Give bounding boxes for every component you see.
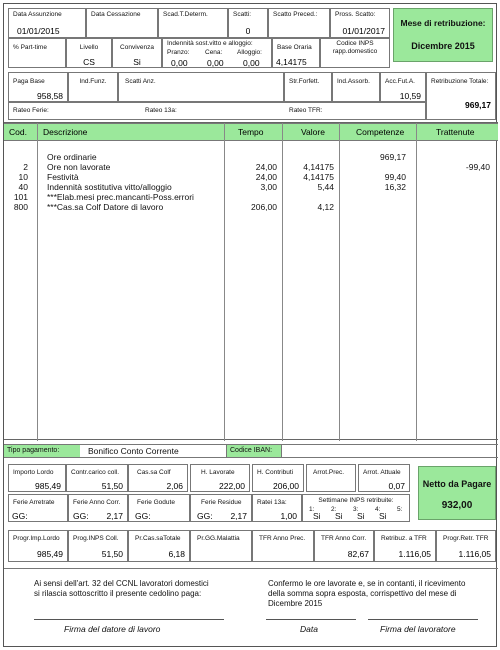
scad-determ-box [158, 8, 228, 38]
base-oraria-value: 4,14175 [276, 57, 307, 67]
table-row [4, 192, 498, 202]
cena-label: Cena: [205, 49, 223, 56]
firma-lavoratore-label: Firma del lavoratore [380, 624, 456, 634]
scatto-preced-label: Scatto Preced.: [273, 11, 318, 18]
footer-right-text-2: della somma sopra esposta, corrispettivo del mese di [268, 589, 457, 598]
data-label: Data [300, 624, 318, 634]
cell-descrizione: ***Elab.mesi prec.mancanti-Poss.errori [47, 192, 194, 202]
convivenza-value: Si [133, 57, 141, 67]
pr-gg-malattia-label: Pr.GG.Malattia [197, 535, 240, 542]
netto-pagare-label: Netto da Pagare [422, 479, 492, 489]
scatti-value: 0 [245, 26, 251, 36]
cena-value: 0,00 [207, 58, 224, 68]
arrot-attuale-box [358, 464, 410, 492]
paga-base-value: 958,58 [37, 91, 63, 101]
convivenza-box [112, 38, 162, 68]
progr-retr-tfr-value: 1.116,05 [458, 549, 491, 559]
netto-pagare-box [418, 466, 496, 520]
pr-cassa-label: Pr.Cas.saTotale [135, 535, 181, 542]
prog-inps-box [68, 530, 128, 562]
tfr-anno-corr-value: 82,67 [347, 549, 369, 559]
payslip-sheet [3, 3, 497, 647]
codice-iban-label-box [226, 445, 282, 457]
cell-valore: 5,44 [317, 182, 334, 192]
pross-scatto-value: 01/01/2017 [342, 26, 385, 36]
mese-retribuzione-label: Mese di retribuzione: [400, 18, 486, 28]
ratei-13a-label: Ratei 13a: [257, 499, 287, 506]
firma-datore-label: Firma del datore di lavoro [64, 624, 161, 634]
h-contributi-label: H. Contributi [257, 469, 294, 476]
settimana-4-num: 4: [375, 506, 381, 513]
ferie-godute-box [128, 494, 190, 522]
ferie-anno-corr-box [68, 494, 128, 522]
cell-competenze: 99,40 [384, 172, 406, 182]
arrot-attuale-label: Arrot. Attuale [363, 469, 401, 476]
livello-label: Livello [79, 44, 99, 51]
ind-assorb-box [332, 72, 380, 102]
data-cessazione-box [86, 8, 158, 38]
arrot-prec-label: Arrot.Prec. [313, 469, 345, 476]
codice-inps-label: Codice INPS [336, 40, 374, 47]
progr-retr-tfr-label: Progr.Retr. TFR [443, 535, 489, 542]
rateo-13a-label: Rateo 13a: [145, 107, 177, 114]
table-row [4, 172, 498, 182]
acc-fut-label: Acc.Fut.A. [385, 78, 415, 85]
cell-cod: 40 [18, 182, 28, 192]
data-assunzione-value: 01/01/2015 [17, 26, 60, 36]
indennita-label: Indennità sost.vitto e alloggio: [167, 40, 253, 47]
table-row [4, 152, 498, 162]
h-lavorate-label: H. Lavorate [201, 469, 235, 476]
ferie-godute-gg: GG: [135, 511, 151, 521]
paga-base-box [8, 72, 68, 102]
acc-fut-value: 10,59 [399, 91, 421, 101]
importo-lordo-box [8, 464, 66, 492]
settimana-1-value: Si [313, 511, 321, 521]
cell-descrizione: Ore non lavorate [47, 162, 111, 172]
items-table [4, 122, 498, 440]
ferie-arretrate-gg: GG: [12, 511, 28, 521]
mese-retribuzione-value: Dicembre 2015 [411, 41, 475, 51]
settimana-1-num: 1: [309, 506, 315, 513]
table-row [4, 162, 498, 172]
col-valore-header: Valore [301, 127, 325, 137]
cassa-colf-value: 2,06 [166, 481, 183, 491]
ratei-13a-box [252, 494, 302, 522]
ind-funz-box [68, 72, 118, 102]
indennita-box [162, 38, 272, 68]
arrot-prec-box [306, 464, 356, 492]
importo-lordo-value: 985,49 [35, 481, 61, 491]
codice-inps-sub: rapp.domestico [332, 48, 378, 55]
pr-cassa-box [128, 530, 190, 562]
cell-competenze: 969,17 [380, 152, 406, 162]
arrot-attuale-value: 0,07 [388, 481, 405, 491]
ferie-residue-label: Ferie Residue [201, 499, 242, 506]
tfr-anno-prec-label: TFR Anno Prec. [259, 535, 306, 542]
settimane-inps-label: Settimane INPS retribuite: [318, 497, 394, 504]
footer-right-text-3: Dicembre 2015 [268, 599, 323, 608]
settimana-2-value: Si [335, 511, 343, 521]
ferie-anno-corr-value: 2,17 [106, 511, 123, 521]
livello-value: CS [83, 57, 95, 67]
signature-line-datore [34, 619, 224, 620]
col-competenze-header: Competenze [356, 127, 405, 137]
scatti-anz-box [118, 72, 284, 102]
convivenza-label: Convivenza [120, 44, 154, 51]
cell-tempo: 24,00 [255, 172, 277, 182]
rateo-ferie-label: Rateo Ferie: [13, 107, 49, 114]
payment-bar [4, 444, 498, 458]
tfr-anno-corr-box [314, 530, 374, 562]
data-cessazione-label: Data Cessazione [91, 11, 141, 18]
settimana-3-num: 3: [353, 506, 359, 513]
ind-assorb-label: Ind.Assorb. [337, 78, 370, 85]
settimana-2-num: 2: [331, 506, 337, 513]
scad-determ-label: Scad.T.Determ. [163, 11, 208, 18]
cassa-colf-box [128, 464, 188, 492]
ratei-row [8, 102, 426, 120]
ferie-anno-corr-label: Ferie Anno Corr. [73, 499, 121, 506]
progr-imp-lordo-box [8, 530, 68, 562]
ind-funz-label: Ind.Funz. [79, 78, 107, 85]
base-oraria-label: Base Oraria [277, 44, 312, 51]
prog-inps-value: 51,50 [101, 549, 123, 559]
str-forfett-label: Str.Forfett. [289, 78, 320, 85]
prog-inps-label: Prog.INPS Coll. [73, 535, 119, 542]
part-time-box [8, 38, 66, 68]
paga-base-label: Paga Base [13, 78, 45, 85]
col-cod-header: Cod. [9, 127, 27, 137]
part-time-label: % Part-time [13, 44, 47, 51]
ferie-residue-box [190, 494, 252, 522]
settimana-4-value: Si [379, 511, 387, 521]
alloggio-label: Alloggio: [237, 49, 262, 56]
netto-pagare-value: 932,00 [441, 500, 473, 511]
retribuzione-totale-label: Retribuzione Totale: [431, 78, 489, 85]
table-row [4, 202, 498, 212]
h-lavorate-value: 222,00 [219, 481, 245, 491]
cell-tempo: 24,00 [255, 162, 277, 172]
cell-cod: 10 [18, 172, 28, 182]
retribuz-tfr-value: 1.116,05 [398, 549, 431, 559]
settimana-5-num: 5: [397, 506, 403, 513]
cassa-colf-label: Cas.sa Colf [137, 469, 171, 476]
cell-valore: 4,14175 [303, 162, 334, 172]
tipo-pagamento-label-box [4, 445, 80, 457]
importo-lordo-label: Importo Lordo [13, 469, 54, 476]
table-body [4, 152, 498, 222]
col-tempo-header: Tempo [238, 127, 264, 137]
contr-carico-label: Contr.carico coll. [71, 469, 120, 476]
footer-right-text-1: Confermo le ore lavorate e, se in contanti, il ricevimento [268, 579, 466, 588]
retribuzione-totale-value: 969,17 [465, 100, 491, 110]
cell-tempo: 3,00 [260, 182, 277, 192]
pross-scatto-label: Pross. Scatto: [335, 11, 376, 18]
cell-cod: 2 [23, 162, 28, 172]
h-lavorate-box [190, 464, 250, 492]
rateo-tfr-label: Rateo TFR: [289, 107, 323, 114]
cell-trattenute: -99,40 [465, 162, 490, 172]
cell-valore: 4,14175 [303, 172, 334, 182]
ferie-godute-label: Ferie Godute [137, 499, 175, 506]
mese-retribuzione-box [393, 8, 493, 62]
pranzo-value: 0,00 [171, 58, 188, 68]
scatto-preced-box [268, 8, 330, 38]
retribuz-tfr-label: Retribuz. a TFR [381, 535, 427, 542]
ratei-13a-value: 1,00 [280, 511, 297, 521]
base-oraria-box [272, 38, 320, 68]
settimana-3-value: Si [357, 511, 365, 521]
pr-cassa-value: 6,18 [168, 549, 185, 559]
col-descrizione-header: Descrizione [43, 127, 88, 137]
alloggio-value: 0,00 [243, 58, 260, 68]
cell-competenze: 16,32 [384, 182, 406, 192]
ferie-arretrate-box [8, 494, 68, 522]
h-contributi-box [252, 464, 304, 492]
retribuzione-totale-box [426, 72, 496, 120]
progr-retr-tfr-box [436, 530, 496, 562]
cell-cod: 101 [13, 192, 28, 202]
ferie-residue-gg: GG: [197, 511, 213, 521]
pross-scatto-box [330, 8, 390, 38]
codice-inps-box [320, 38, 390, 68]
cell-valore: 4,12 [317, 202, 334, 212]
cell-descrizione: Festività [47, 172, 79, 182]
cell-descrizione: ***Cas.sa Colf Datore di lavoro [47, 202, 164, 212]
cell-descrizione: Indennità sostitutiva vitto/alloggio [47, 182, 172, 192]
scatti-anz-label: Scatti Anz. [125, 78, 156, 85]
scatti-label: Scatti: [233, 11, 252, 18]
table-header [4, 123, 498, 141]
cell-descrizione: Ore ordinarie [47, 152, 97, 162]
codice-iban-label: Codice IBAN: [230, 447, 273, 454]
pranzo-label: Pranzo: [167, 49, 190, 56]
tfr-anno-prec-box [252, 530, 314, 562]
footer-left-text-1: Ai sensi dell'art. 32 del CCNL lavoratori domestici [34, 579, 209, 588]
data-assunzione-box [8, 8, 86, 38]
ferie-residue-value: 2,17 [230, 511, 247, 521]
signature-line-lavoratore [368, 619, 478, 620]
tipo-pagamento-value: Bonifico Conto Corrente [88, 446, 179, 456]
data-assunzione-label: Data Assunzione [13, 11, 62, 18]
footer [4, 568, 498, 648]
table-row [4, 182, 498, 192]
scatti-box [228, 8, 268, 38]
footer-left-text-2: si rilascia sottoscritto il presente cedolino paga: [34, 589, 202, 598]
contr-carico-box [66, 464, 128, 492]
settimane-inps-box [302, 494, 410, 522]
signature-line-data [266, 619, 356, 620]
cell-tempo: 206,00 [251, 202, 277, 212]
pr-gg-malattia-box [190, 530, 252, 562]
str-forfett-box [284, 72, 332, 102]
contr-carico-value: 51,50 [101, 481, 123, 491]
retribuz-tfr-box [374, 530, 436, 562]
progr-imp-lordo-value: 985,49 [37, 549, 63, 559]
acc-fut-box [380, 72, 426, 102]
ferie-arretrate-label: Ferie Arretrate [13, 499, 55, 506]
tfr-anno-corr-label: TFR Anno Corr. [321, 535, 367, 542]
cell-cod: 800 [13, 202, 28, 212]
progr-imp-lordo-label: Progr.Imp.Lordo [13, 535, 60, 542]
col-trattenute-header: Trattenute [436, 127, 475, 137]
h-contributi-value: 206,00 [273, 481, 299, 491]
livello-box [66, 38, 112, 68]
ferie-anno-corr-gg: GG: [73, 511, 89, 521]
tipo-pagamento-label: Tipo pagamento: [7, 447, 60, 454]
